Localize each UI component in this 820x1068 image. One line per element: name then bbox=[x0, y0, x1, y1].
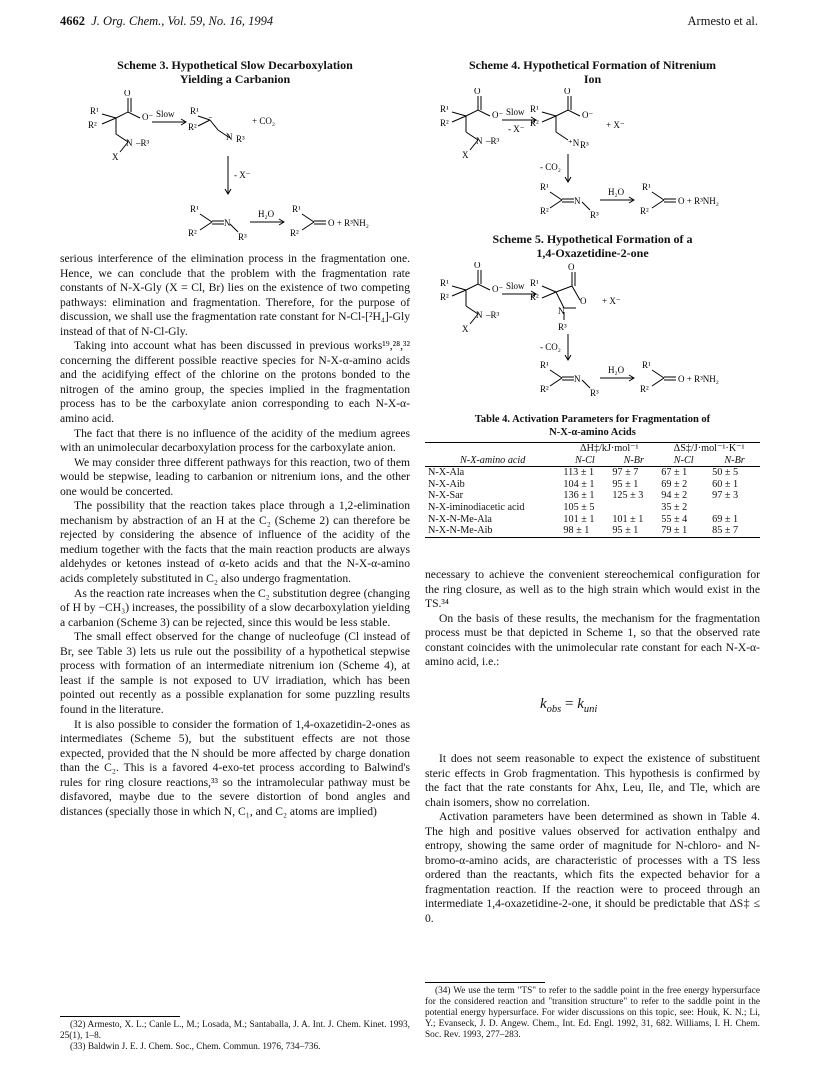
svg-text:⁺N: ⁺N bbox=[568, 138, 580, 148]
svg-text:H₂O: H₂O bbox=[608, 187, 625, 197]
svg-text:N: N bbox=[574, 374, 581, 384]
svg-text:R¹: R¹ bbox=[190, 106, 199, 116]
table-row: N-X-iminodiacetic acid 105 ± 5 35 ± 2 bbox=[428, 501, 688, 513]
rate-equation: $k_{obs} = k_{uni}$ bbox=[540, 696, 598, 715]
svg-text:R²: R² bbox=[88, 120, 97, 130]
author-header: Armesto et al. bbox=[687, 14, 758, 28]
table4-subheader: N-Br bbox=[709, 455, 760, 467]
svg-text:–R³: –R³ bbox=[486, 136, 500, 146]
svg-text:O: O bbox=[564, 88, 571, 96]
svg-text:O + R³NH₂: O + R³NH₂ bbox=[678, 374, 719, 384]
svg-text:N: N bbox=[558, 306, 565, 316]
svg-text:R¹: R¹ bbox=[642, 182, 651, 192]
table4-group-entropy: ΔS‡/J·mol⁻¹·K⁻¹ bbox=[658, 443, 760, 455]
table-row: N-X-Sar 136 ± 1 125 ± 3 94 ± 2 97 ± 3 bbox=[428, 490, 739, 502]
svg-text:+ CO₂: + CO₂ bbox=[252, 116, 275, 126]
scheme5-diagram bbox=[440, 262, 760, 407]
svg-text:O⁻: O⁻ bbox=[582, 110, 594, 120]
svg-text:–R³: –R³ bbox=[486, 310, 500, 320]
svg-text:R³: R³ bbox=[590, 210, 599, 220]
svg-text:R²: R² bbox=[188, 122, 197, 132]
svg-text:N: N bbox=[476, 310, 483, 320]
svg-text:- CO₂: - CO₂ bbox=[540, 162, 561, 172]
svg-text:⁻: ⁻ bbox=[208, 114, 213, 124]
svg-text:R³: R³ bbox=[558, 322, 567, 332]
svg-text:R²: R² bbox=[290, 228, 299, 238]
svg-text:R³: R³ bbox=[238, 232, 247, 242]
table4-subheader: N-Br bbox=[609, 455, 658, 467]
right-column-text-a: necessary to achieve the convenient stereochemical configuration for the ring closure, as well as to the high strain which would exist in the TS.³⁴ On the basis of these results, the mechanism for the fragmentation process must be that depicted in Scheme 1, so that the observed rate constant coincides with the unimolecular rate constant for each N-X-α-amino acid, i.e.: bbox=[425, 568, 760, 669]
svg-text:- CO₂: - CO₂ bbox=[540, 342, 561, 352]
svg-text:Slow: Slow bbox=[506, 281, 525, 291]
svg-text:R¹: R¹ bbox=[530, 278, 539, 288]
svg-text:R²: R² bbox=[440, 118, 449, 128]
svg-text:X: X bbox=[462, 150, 469, 160]
svg-text:Slow: Slow bbox=[156, 109, 175, 119]
svg-text:O⁻: O⁻ bbox=[492, 284, 504, 294]
footnote-rule bbox=[425, 982, 545, 983]
table4-group-enthalpy: ΔH‡/kJ·mol⁻¹ bbox=[560, 443, 658, 455]
right-footnote: (34) We use the term "TS" to refer to the saddle point in the free energy hypersurface for the considered reaction and "transition structure" to refer to the saddle point in the potential energy hypersurface. For wider discussions on this topic, see: Houk, K. N.; Li, Y.; Evanseck, J. D. Angew. Chem., Int. Ed. Engl. 1992, 31, 682. Williams, I. H. Chem. Soc. Rev. 1993, 277–283. bbox=[425, 986, 760, 1040]
svg-text:X: X bbox=[462, 324, 469, 334]
svg-text:R³: R³ bbox=[590, 388, 599, 398]
table-row: N-X-N-Me-Ala 101 ± 1 101 ± 1 55 ± 4 69 ± 1 bbox=[428, 513, 739, 525]
table4 bbox=[425, 442, 760, 538]
svg-text:- X⁻: - X⁻ bbox=[234, 170, 251, 180]
svg-text:R¹: R¹ bbox=[190, 204, 199, 214]
svg-text:R¹: R¹ bbox=[440, 278, 449, 288]
svg-text:+ X⁻: + X⁻ bbox=[602, 296, 621, 306]
svg-text:O + R³NH₂: O + R³NH₂ bbox=[678, 196, 719, 206]
svg-text:R¹: R¹ bbox=[642, 360, 651, 370]
table-row: N-X-N-Me-Aib 98 ± 1 95 ± 1 79 ± 1 85 ± 7 bbox=[425, 525, 760, 537]
scheme4-title: Scheme 4. Hypothetical Formation of Nitrenium Ion bbox=[468, 58, 717, 86]
svg-text:Slow: Slow bbox=[506, 107, 525, 117]
svg-text:R¹: R¹ bbox=[540, 182, 549, 192]
svg-text:R²: R² bbox=[440, 292, 449, 302]
svg-text:O: O bbox=[580, 296, 587, 306]
svg-text:N: N bbox=[226, 132, 233, 142]
svg-text:O + R³NH₂: O + R³NH₂ bbox=[328, 218, 369, 228]
svg-text:X: X bbox=[112, 152, 119, 162]
left-column-text: serious interference of the elimination process in the fragmentation one. Hence, we can conclude that the problem with the fragmentation rate constants of N-X-Gly (X = Cl, Br) lies on the existence of two competing pathways: elimination and fragmentation. Therefore, for the purpose of discussion, we shall use the fragmentation rate constant for N-Cl-[²H₄]-Gly instead of that of N-Cl-Gly. Taking into account what has been discussed in previous works¹⁹,²⁸,³² concerning the different possible reactive species for N-X-α-amino acids and the acidifying effect of the chlorine on the protons bonded to the nitrogen of the amino group, the species implied in the fragmentation process has to be the carboxylate anion corresponding to each N-X-α-amino acid. The fact that there is no influence of the acidity of the medium agrees with an unimolecular decarboxylation process for the carboxylate anion. We may consider three different pathways for this reaction, two of them would be stepwise, leading to carbanion or nitrenium ions, and the other one would be concerted. The possibility that the reaction takes place through a 1,2-elimination mechanism by abstraction of an H at the C₂ (Scheme 2) can therefore be rejected by considering the absence of influence of the acidity of the medium together with the facts that the main reaction products are always aldehydes or ketones instead of α-keto acids and that the N-X-α-amino acids completely substituted in C₂ also undergo fragmentation. As the reaction rate increases when the C₂ substitution degree (changing of H by −CH₃) increases, the possibility of a slow decarboxylation yielding a carbanion (Scheme 3) can be rejected, since this would be less stable. The small effect observed for the change of nucleofuge (Cl instead of Br, see Table 3) lets us rule out the possibility of a hypothetical stepwise process with formation of an intermediate nitrenium ion (Scheme 4), at least if the sample is not exposed to UV irradiation, which has been pointed out recently as a possible explanation for some puzzling results found in the literature. It is also possible to consider the formation of 1,4-oxazetidin-2-ones as intermediates (Scheme 5), but the substituent effects are not those expected, provided that the N should be more affected by charge donation than the C₂. This is a favored 4-exo-tet process according to Balwind's rules for ring closure reactions,³³ so the intramolecular pathway must be disfavored, maybe due to the severe distortion of bond angles and distances (specially those in which N, C₁, and C₂ atoms are implied) bbox=[60, 252, 410, 818]
svg-text:R²: R² bbox=[640, 384, 649, 394]
scheme4-diagram bbox=[440, 88, 760, 231]
table-row: N-X-Ala 113 ± 1 97 ± 7 67 ± 1 50 ± 5 bbox=[428, 467, 739, 479]
table4-title: Table 4. Activation Parameters for Fragmentation of N-X-α-amino Acids bbox=[474, 414, 711, 438]
svg-text:R²: R² bbox=[540, 384, 549, 394]
right-column-text-b: It does not seem reasonable to expect the existence of substituent steric effects in Grob fragmentation. This hypothesis is confirmed by the fact that the rate constants for Ahx, Leu, Ile, and Tle, which are chain isomers, show no correlation. Activation parameters have been determined as shown in Table 4. The high and positive values observed for activation enthalpy and entropy, showing the same order of magnitude for N-chloro- and N-bromo-α-amino acids, are characteristic of processes with a TS less ordered than the reactants, which fits the expected behavior for a fragmentation reaction. If the reaction were to proceed through an intermediate 1,4-oxazetidine-2-one, it should be predictable that ΔS‡ ≤ 0. bbox=[425, 752, 760, 926]
svg-text:- X⁻: - X⁻ bbox=[508, 124, 525, 134]
table4-subheader: N-Cl bbox=[658, 455, 709, 467]
table-row: N-X-Aib 104 ± 1 95 ± 1 69 ± 2 60 ± 1 bbox=[428, 478, 739, 490]
table4-col-label: N-X-amino acid bbox=[425, 455, 560, 467]
svg-text:N: N bbox=[224, 218, 231, 228]
svg-text:R²: R² bbox=[530, 118, 539, 128]
svg-text:R²: R² bbox=[540, 206, 549, 216]
svg-text:R¹: R¹ bbox=[90, 106, 99, 116]
svg-text:R²: R² bbox=[530, 292, 539, 302]
svg-text:R³: R³ bbox=[236, 134, 245, 144]
svg-text:N: N bbox=[126, 138, 133, 148]
scheme3-title: Scheme 3. Hypothetical Slow Decarboxylation Yielding a Carbanion bbox=[117, 58, 353, 86]
svg-text:H₂O: H₂O bbox=[608, 365, 625, 375]
svg-text:R¹: R¹ bbox=[540, 360, 549, 370]
svg-text:O: O bbox=[124, 90, 131, 98]
left-footnotes: (32) Armesto, X. L.; Canle L., M.; Losada, M.; Santaballa, J. A. Int. J. Chem. Kinet. 1993, 25(1), 1–8. (33) Baldwin J. E. J. Chem. Soc., Chem. Commun. 1976, 734–736. bbox=[60, 1020, 410, 1052]
scheme3-diagram bbox=[80, 90, 410, 255]
svg-text:O: O bbox=[474, 88, 481, 96]
svg-text:R¹: R¹ bbox=[530, 104, 539, 114]
svg-text:O: O bbox=[568, 262, 575, 272]
svg-text:O: O bbox=[474, 262, 481, 270]
svg-text:N: N bbox=[574, 196, 581, 206]
journal-citation: J. Org. Chem., Vol. 59, No. 16, 1994 bbox=[91, 14, 274, 28]
svg-text:R²: R² bbox=[640, 206, 649, 216]
page-number: 4662 bbox=[60, 14, 85, 28]
running-header bbox=[60, 14, 273, 29]
svg-text:R²: R² bbox=[188, 228, 197, 238]
svg-text:O⁻: O⁻ bbox=[142, 112, 154, 122]
svg-text:O⁻: O⁻ bbox=[492, 110, 504, 120]
table4-subheader: N-Cl bbox=[560, 455, 609, 467]
svg-text:R³: R³ bbox=[580, 140, 589, 150]
svg-text:+ X⁻: + X⁻ bbox=[606, 120, 625, 130]
scheme5-title: Scheme 5. Hypothetical Formation of a 1,4-Oxazetidine-2-one bbox=[492, 232, 693, 260]
svg-text:R¹: R¹ bbox=[292, 204, 301, 214]
svg-text:H₂O: H₂O bbox=[258, 209, 275, 219]
svg-text:R¹: R¹ bbox=[440, 104, 449, 114]
svg-text:N: N bbox=[476, 136, 483, 146]
svg-text:–R³: –R³ bbox=[136, 138, 150, 148]
footnote-rule bbox=[60, 1016, 180, 1017]
